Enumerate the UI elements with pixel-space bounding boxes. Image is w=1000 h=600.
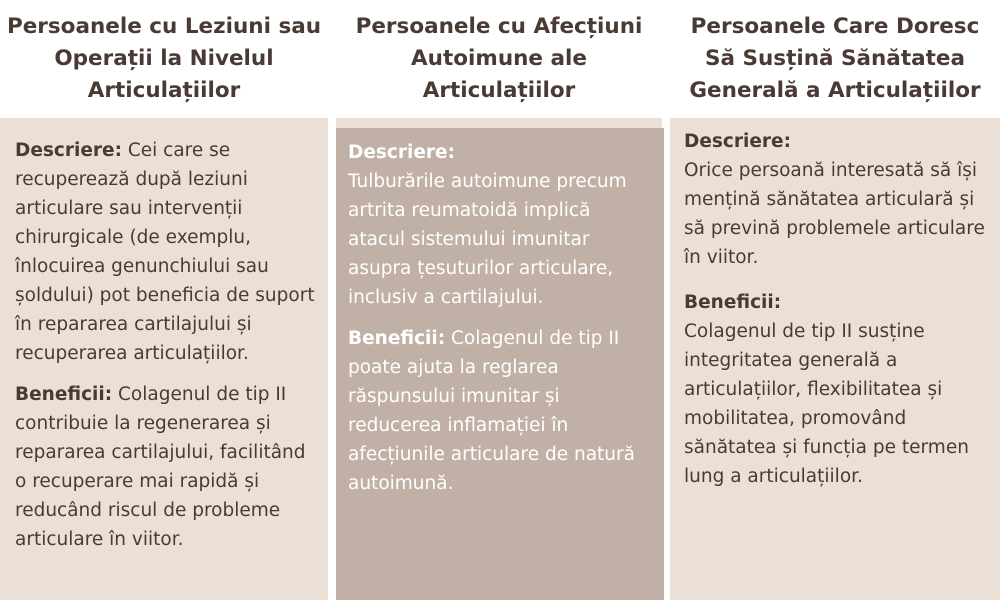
benefits-label: Beneficii: [15,384,113,405]
description-label: Descriere: [15,140,122,161]
highlight-panel [336,128,664,600]
benefits-label: Beneficii: [684,292,782,313]
column-2-title: Persoanele cu Afecțiuni Autoimune ale Articulațiilor [336,0,662,118]
column-1-body [0,118,328,600]
description-text: Cei care se recuperează după leziuni articulare sau intervenții chirurgicale (de exemplu, înlocuirea genunchiului sau șoldului) pot beneficia de suport în repararea cartilajului și recuperarea articulațiilor. [15,140,315,364]
benefits-text: Colagenul de tip II poate ajuta la reglarea răspunsului imunitar și reducerea inflamației în afecțiunile articulare de natură autoimună. [348,328,635,494]
description-text: Orice persoană interesată să își mențină sănătatea articulară și să prevină problemele articulare în viitor. [684,160,985,268]
benefits-label: Beneficii: [348,328,446,349]
description-paragraph [684,127,990,272]
column-1-title: Persoanele cu Leziuni sau Operații la Nivelul Articulațiilor [0,0,328,118]
description-paragraph [348,138,652,312]
column-2-body [336,118,662,600]
benefits-paragraph [348,324,652,498]
benefits-text: Colagenul de tip II contribuie la regenerarea și repararea cartilajului, facilitând o recuperare mai rapidă și reducând riscul de probleme articulare în viitor. [15,384,306,550]
benefits-paragraph [15,380,318,554]
description-paragraph [15,136,318,368]
benefits-text: Colagenul de tip II susține integritatea generală a articulațiilor, flexibilitatea și mobilitatea, promovând sănătatea și funcția pe termen lung a articulațiilor. [684,321,969,487]
description-label: Descriere: [684,131,791,152]
description-label: Descriere: [348,142,455,163]
description-text: Tulburările autoimune precum artrita reumatoidă implică atacul sistemului imunitar asupra țesuturilor articulare, inclusiv a cartilajului. [348,171,627,308]
column-3-title: Persoanele Care Doresc Să Susțină Sănătatea Generală a Articulațiilor [670,0,1000,118]
benefits-paragraph [684,288,990,491]
column-3-body [670,118,1000,600]
